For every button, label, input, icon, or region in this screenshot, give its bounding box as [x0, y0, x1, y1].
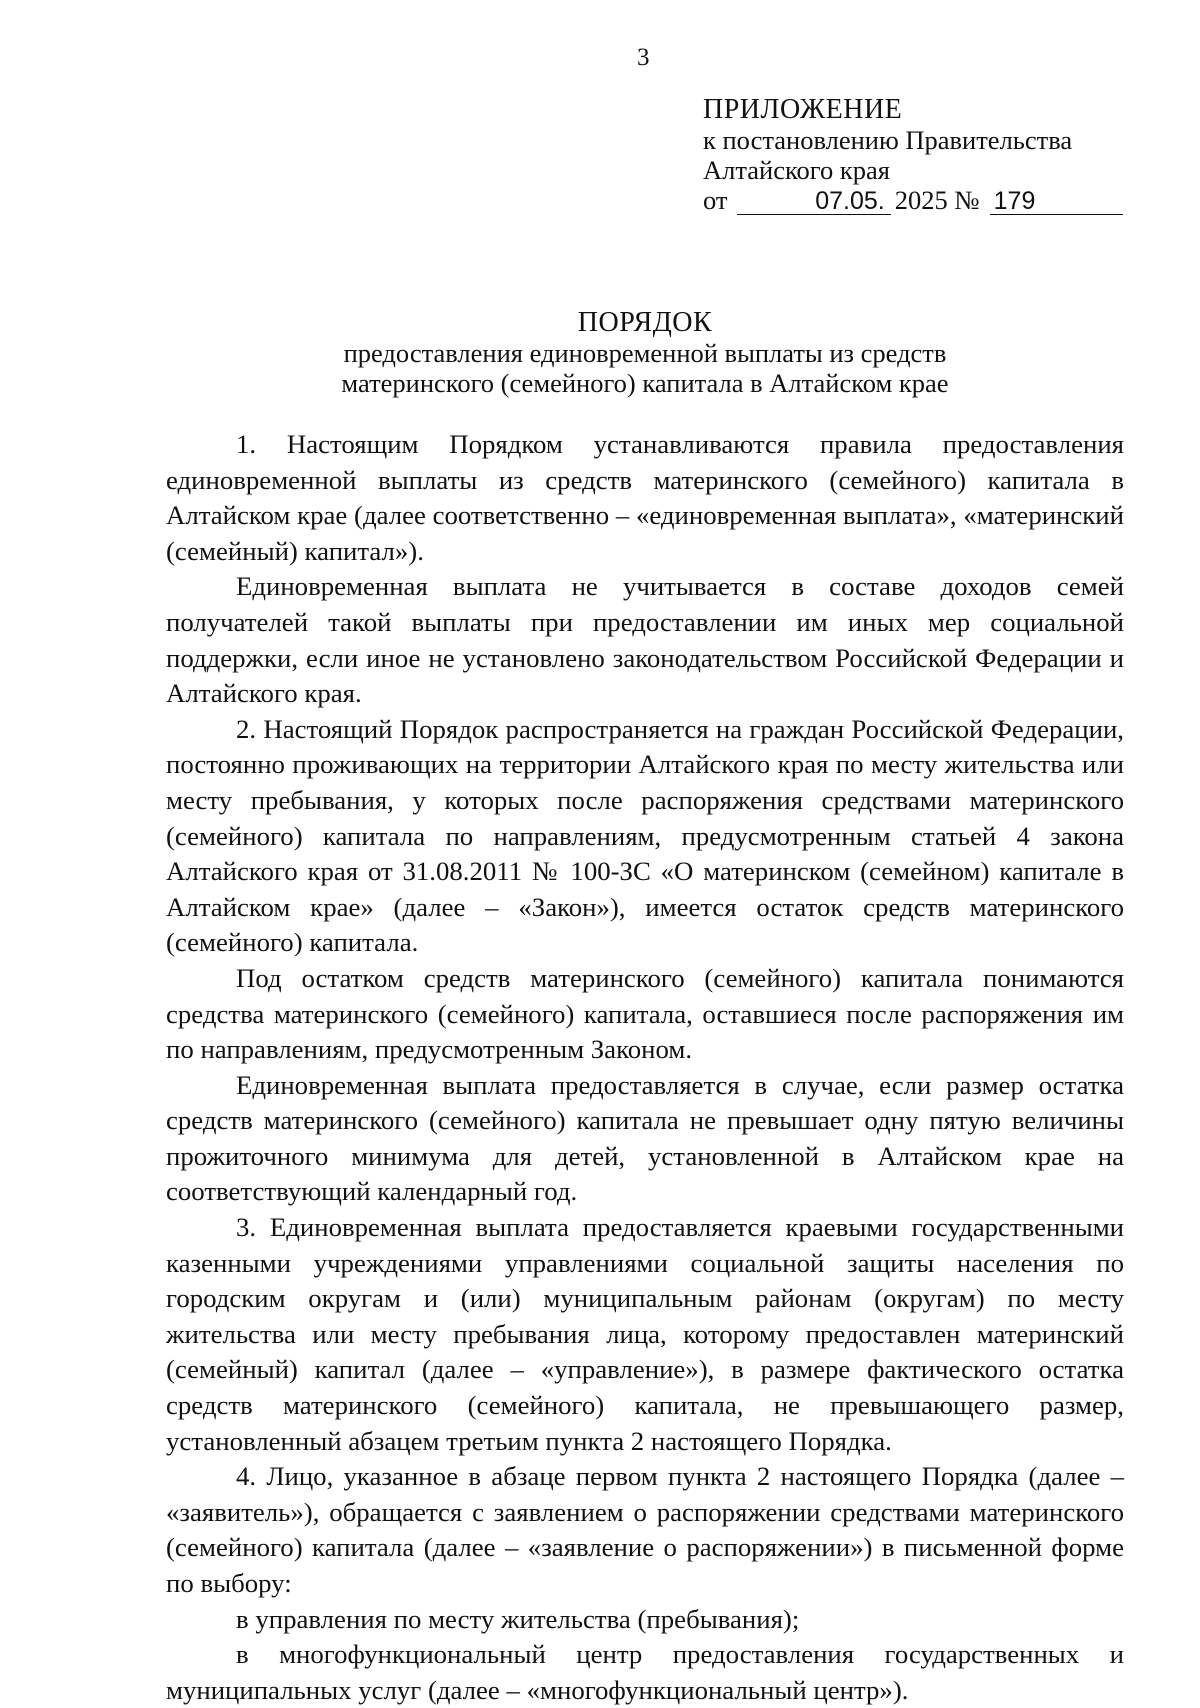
paragraph: в многофункциональный центр предоставления государственных и муниципальных услуг (далее – «многофункциональный центр»). — [166, 1639, 1124, 1705]
appendix-heading: ПРИЛОЖЕНИЕ — [703, 94, 903, 125]
date-prefix: от — [703, 185, 728, 215]
title-subtitle-line-1: предоставления единовременной выплаты из средств — [343, 338, 947, 368]
paragraph: 3. Единовременная выплата предоставляется краевыми государственными казенными учреждениями управлениями социальной защиты населения по городским округам и (или) муниципальным районам (округам) по месту жительства или месту пребывания лица, которому предоставлен материнский (семейный) капитал (далее – «управление»), в размере фактического остатка средств материнского (семейного) капитала, не превышающего размер, установленный абзацем третьим пункта 2 настоящего Порядка. — [166, 1212, 1124, 1456]
page-number: 3 — [637, 44, 650, 71]
date-value: 07.05. — [737, 188, 890, 215]
appendix-region-line: Алтайского края — [703, 155, 890, 185]
appendix-header — [703, 95, 1123, 215]
year-text: 2025 № — [894, 185, 980, 215]
title-subtitle-line-2: материнского (семейного) капитала в Алтайском крае — [341, 368, 949, 398]
paragraph: 1. Настоящим Порядком устанавливаются правила предоставления единовременной выплаты из средств материнского (семейного) капитала в Алтайском крае (далее соответственно – «единовременная выплата», «материнский (семейный) капитал»). — [166, 429, 1124, 566]
document-title — [180, 308, 1110, 398]
appendix-date-line — [703, 185, 1123, 215]
paragraph: Единовременная выплата предоставляется в случае, если размер остатка средств материнского (семейного) капитала не превышает одну пятую величины прожиточного минимума для детей, установленной в Алтайском крае на соответствующий календарный год. — [166, 1069, 1124, 1207]
appendix-resolution-line: к постановлению Правительства — [703, 125, 1073, 155]
paragraph: Единовременная выплата не учитывается в составе доходов семей получателей такой выплаты при предоставлении им иных мер социальной поддержки, если иное не установлено законодательством Российской Федерации и Алтайского края. — [166, 571, 1124, 709]
paragraph: 2. Настоящий Порядок распространяется на граждан Российской Федерации, постоянно проживающих на территории Алтайского края по месту жительства или месту пребывания, у которых после распоряжения средствами материнского (семейного) капитала по направлениям, предусмотренным статьей 4 закона Алтайского края от 31.08.2011 № 100-ЗС «О материнском (семейном) капитале в Алтайском крае» (далее – «Закон»), имеется остаток средств материнского (семейного) капитала. — [166, 713, 1124, 958]
document-body — [166, 427, 1124, 1708]
paragraph: 4. Лицо, указанное в абзаце первом пункта 2 настоящего Порядка (далее – «заявитель»), обращается с заявлением о распоряжении средствами материнского (семейного) капитала (далее – «заявление о распоряжении») в письменной форме по выбору: — [166, 1461, 1124, 1598]
paragraph: в управления по месту жительства (пребывания); — [236, 1603, 800, 1634]
resolution-number: 179 — [990, 188, 1123, 215]
paragraph: Под остатком средств материнского (семейного) капитала понимаются средства материнского (семейного) капитала, оставшиеся после распоряжения им по направлениям, предусмотренным Законом. — [166, 962, 1124, 1065]
title-main: ПОРЯДОК — [577, 307, 713, 338]
